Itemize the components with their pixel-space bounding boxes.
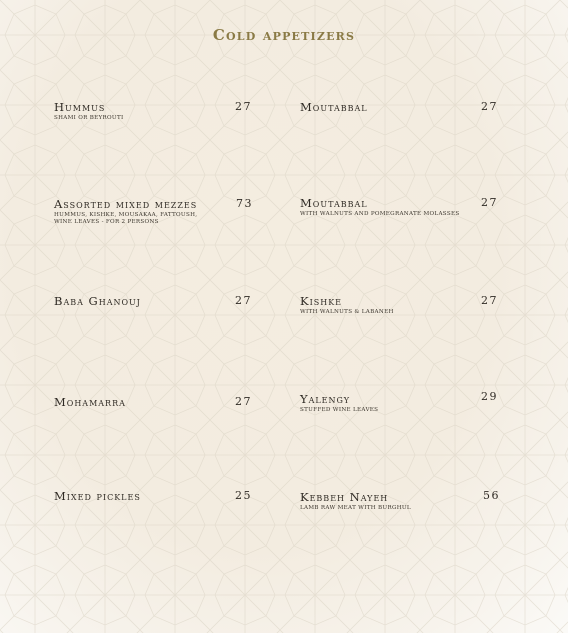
menu-item-yalengy <box>300 392 500 414</box>
item-description: LAMB RAW MEAT WITH BURGHUL <box>300 505 411 511</box>
menu-item-mohamarra <box>54 395 254 410</box>
menu-item-moutabbal-walnuts <box>300 196 475 218</box>
item-price: 27 <box>235 395 252 408</box>
item-description: STUFFED WINE LEAVES <box>300 407 379 413</box>
item-name: Assorted mixed mezzes <box>54 197 198 211</box>
item-name: Yalengy <box>300 392 351 406</box>
item-description: WITH WALNUTS & LABANEH <box>300 309 394 315</box>
menu-item-kebbeh-nayeh <box>300 490 500 512</box>
menu-item-moutabbal <box>300 100 500 115</box>
menu-item-assorted-mixed-mezzes <box>54 197 234 226</box>
item-price: 73 <box>236 197 253 210</box>
item-description: SHAMI OR BEYROUTI <box>54 115 124 121</box>
item-price: 27 <box>481 196 498 209</box>
item-name: Kishke <box>300 294 343 308</box>
item-name: Moutabbal <box>300 196 368 210</box>
item-price: 27 <box>235 294 252 307</box>
section-title: Cold appetizers <box>212 26 356 44</box>
item-name: Mixed pickles <box>54 489 141 503</box>
item-price: 27 <box>481 294 498 307</box>
menu-item-hummus <box>54 100 254 122</box>
item-name: Mohamarra <box>54 395 126 409</box>
item-price: 29 <box>481 390 498 403</box>
item-description: HUMMUS, KISHKE, MOUSAKAA, FATTOUSH, WINE LEAVES - FOR 2 PERSONS <box>54 212 198 225</box>
item-price: 27 <box>235 100 252 113</box>
item-price: 27 <box>481 100 498 113</box>
item-price: 25 <box>235 489 252 502</box>
menu-item-mixed-pickles <box>54 489 254 504</box>
item-name: Hummus <box>54 100 106 114</box>
item-description: WITH WALNUTS AND POMEGRANATE MOLASSES <box>300 211 460 217</box>
item-name: Baba Ghanouj <box>54 294 141 308</box>
menu-item-baba-ghanouj <box>54 294 254 309</box>
menu-item-kishke <box>300 294 500 316</box>
item-name: Kebbeh Nayeh <box>300 490 389 504</box>
item-name: Moutabbal <box>300 100 368 114</box>
item-price: 56 <box>483 489 500 502</box>
